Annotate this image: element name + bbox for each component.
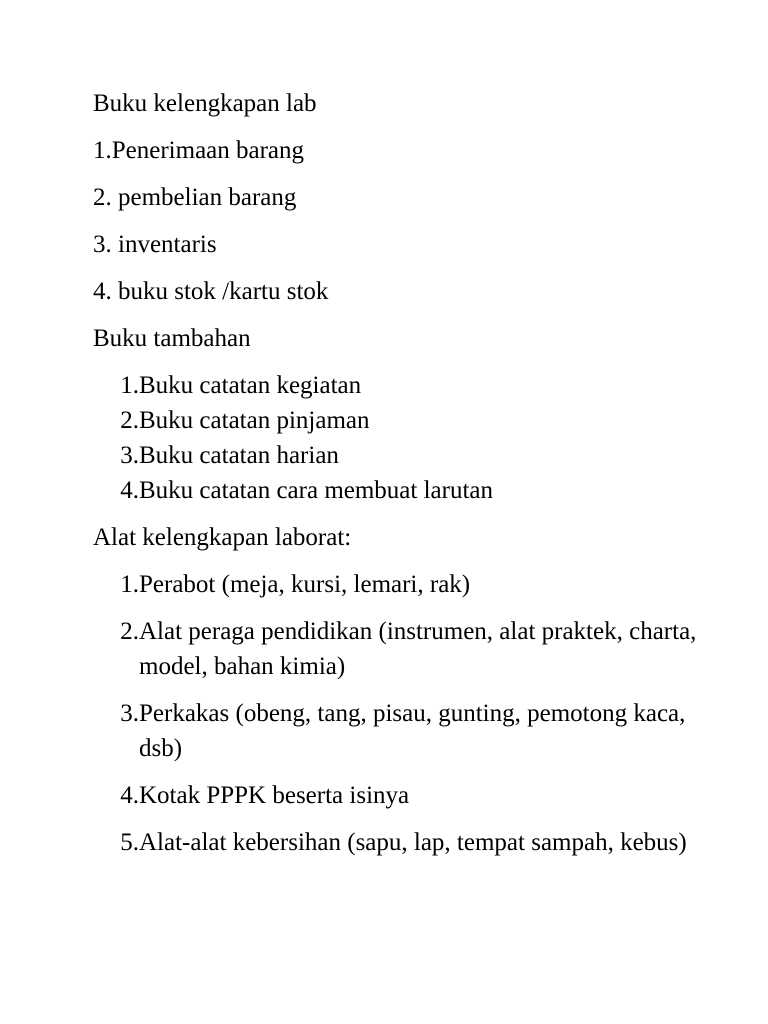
list-item (93, 368, 713, 403)
list-item: 3. inventaris (93, 231, 217, 258)
list-item-number: 3. (120, 700, 139, 727)
document-page (93, 86, 713, 872)
list-item-number: 4. (120, 477, 139, 504)
list-item (93, 614, 713, 684)
list-item-number: 3. (120, 442, 139, 469)
list-item-text: Perkakas (obeng, tang, pisau, gunting, pemotong kaca, dsb) (139, 700, 686, 762)
list-item-text: Alat-alat kebersihan (sapu, lap, tempat sampah, kebus) (139, 829, 687, 856)
list-item-text: Perabot (meja, kursi, lemari, rak) (139, 571, 471, 598)
list-item: 4. buku stok /kartu stok (93, 278, 329, 305)
list-item: 1.Penerimaan barang (93, 137, 305, 164)
list-item-number: 2. (120, 407, 139, 434)
list-item (93, 438, 713, 473)
heading-buku-tambahan: Buku tambahan (93, 325, 251, 352)
list-item: 2. pembelian barang (93, 184, 297, 211)
list-item-number: 1. (120, 571, 139, 598)
list-item-number: 2. (120, 618, 139, 645)
list-item (93, 696, 713, 766)
list-item-number: 5. (120, 829, 139, 856)
heading-buku-kelengkapan: Buku kelengkapan lab (93, 90, 317, 117)
list-item (93, 473, 713, 508)
buku-tambahan-list (93, 368, 713, 508)
alat-kelengkapan-list (93, 567, 713, 860)
list-item-number: 1. (120, 372, 139, 399)
heading-alat-kelengkapan: Alat kelengkapan laborat: (93, 524, 352, 551)
list-item-text: Alat peraga pendidikan (instrumen, alat praktek, charta, model, bahan kimia) (139, 618, 697, 680)
list-item-text: Kotak PPPK beserta isinya (139, 782, 410, 809)
list-item (93, 778, 713, 813)
list-item (93, 403, 713, 438)
list-item-text: Buku catatan kegiatan (139, 372, 362, 399)
list-item-text: Buku catatan cara membuat larutan (139, 477, 494, 504)
list-item-number: 4. (120, 782, 139, 809)
list-item (93, 567, 713, 602)
list-item-text: Buku catatan pinjaman (139, 407, 370, 434)
list-item (93, 825, 713, 860)
list-item-text: Buku catatan harian (139, 442, 339, 469)
